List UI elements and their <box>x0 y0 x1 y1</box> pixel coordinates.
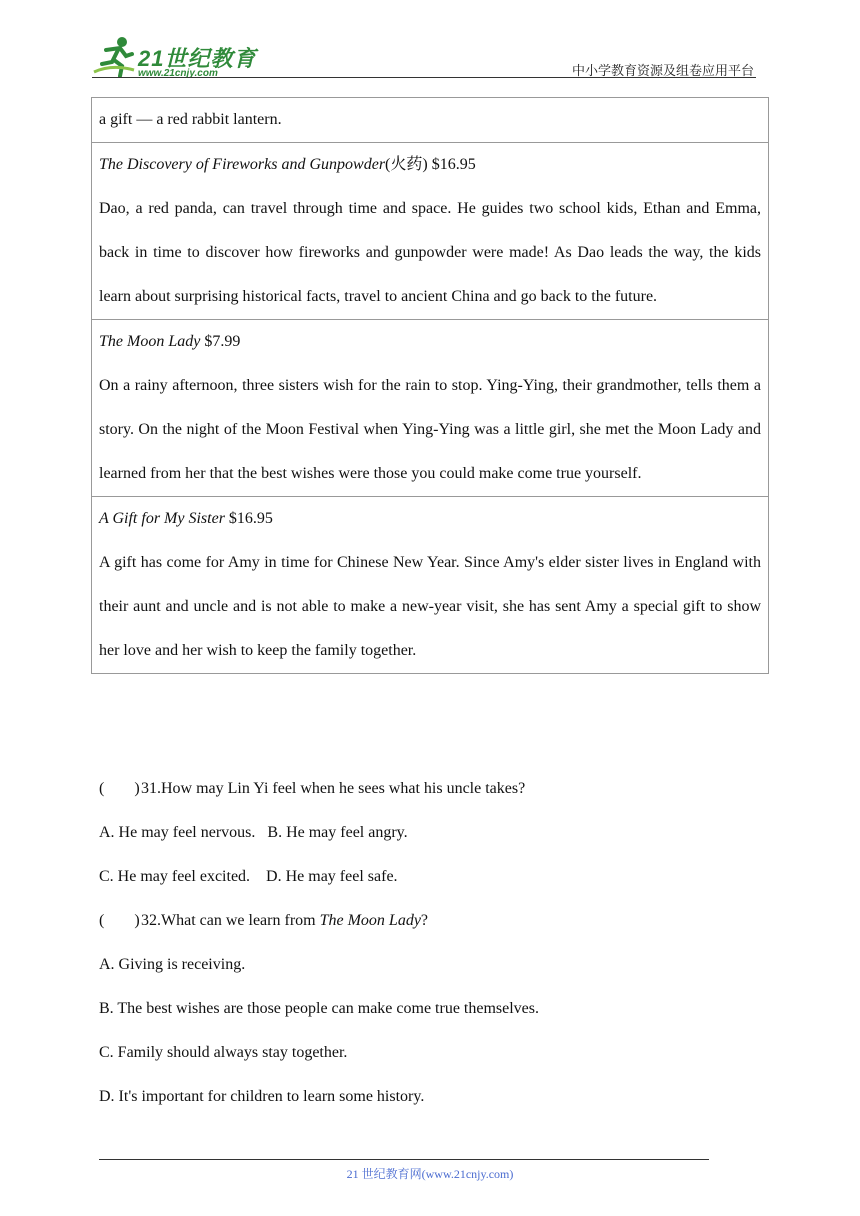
logo-text: 21世纪教育 <box>138 46 257 71</box>
site-logo <box>92 34 262 78</box>
header-divider <box>92 77 756 78</box>
platform-name: 中小学教育资源及组卷应用平台 <box>571 64 754 79</box>
question-text: 31.How may Lin Yi feel when he sees what his uncle takes? <box>141 780 526 797</box>
book-title: The Moon Lady <box>99 333 201 350</box>
question-32-option: D. It's important for children to learn some history. <box>99 1088 425 1105</box>
logo-url: www.21cnjy.com <box>138 68 218 79</box>
open-paren: ( <box>99 912 105 929</box>
question-text-end: ? <box>420 912 429 929</box>
book-heading <box>99 497 761 541</box>
table-row <box>92 98 769 143</box>
answer-blank[interactable] <box>99 899 141 943</box>
book-price: $16.95 <box>224 510 273 527</box>
close-paren: ) <box>134 780 140 797</box>
answer-blank[interactable] <box>99 767 141 811</box>
question-32-option: C. Family should always stay together. <box>99 1044 348 1061</box>
question-31-option: A. He may feel nervous. B. He may feel angry. <box>99 824 408 841</box>
table-row <box>92 497 769 674</box>
book-cell <box>92 98 769 143</box>
book-title: A Gift for My Sister <box>99 510 225 527</box>
book-description: Dao, a red panda, can travel through time and space. He guides two school kids, Ethan and Emma, back in time to discover how fireworks and gunpowder were made! As Dao leads the way, the kids learn about surprising historical facts, travel to ancient China and go back to the future. <box>99 200 761 305</box>
book-heading <box>99 320 761 364</box>
table-row <box>92 143 769 320</box>
question-32-option: B. The best wishes are those people can make come true themselves. <box>99 1000 540 1017</box>
book-description: a gift — a red rabbit lantern. <box>99 111 282 128</box>
book-cell <box>92 143 769 320</box>
book-heading <box>99 143 761 187</box>
page-header <box>92 30 756 78</box>
question-31-option: C. He may feel excited. D. He may feel safe. <box>99 868 398 885</box>
question-32-stem <box>99 899 763 943</box>
question-book-title: The Moon Lady <box>319 912 421 929</box>
book-cell <box>92 497 769 674</box>
question-32-option: A. Giving is receiving. <box>99 956 246 973</box>
book-title-note: (火药) <box>385 156 428 173</box>
runner-logo-icon <box>92 34 136 78</box>
question-section <box>99 767 763 1119</box>
book-price: $16.95 <box>427 156 476 173</box>
book-table <box>91 97 769 674</box>
table-row <box>92 320 769 497</box>
book-price: $7.99 <box>200 333 241 350</box>
close-paren: ) <box>134 912 140 929</box>
question-31-stem <box>99 767 763 811</box>
open-paren: ( <box>99 780 105 797</box>
question-text: 32.What can we learn from <box>141 912 320 929</box>
book-description: On a rainy afternoon, three sisters wish for the rain to stop. Ying-Ying, their grandmother, tells them a story. On the night of the Moon Festival when Ying-Ying was a little girl, she met the Moon Lady and learned from her that the best wishes were those you could make come true yourself. <box>99 377 761 482</box>
footer-divider <box>99 1159 709 1160</box>
book-title: The Discovery of Fireworks and Gunpowder <box>99 156 386 173</box>
footer-text: 21 世纪教育网(www.21cnjy.com) <box>346 1167 514 1181</box>
book-description: A gift has come for Amy in time for Chinese New Year. Since Amy's elder sister lives in England with their aunt and uncle and is not able to make a new-year visit, she has sent Amy a special gift to show her love and her wish to keep the family together. <box>99 554 761 659</box>
book-cell <box>92 320 769 497</box>
